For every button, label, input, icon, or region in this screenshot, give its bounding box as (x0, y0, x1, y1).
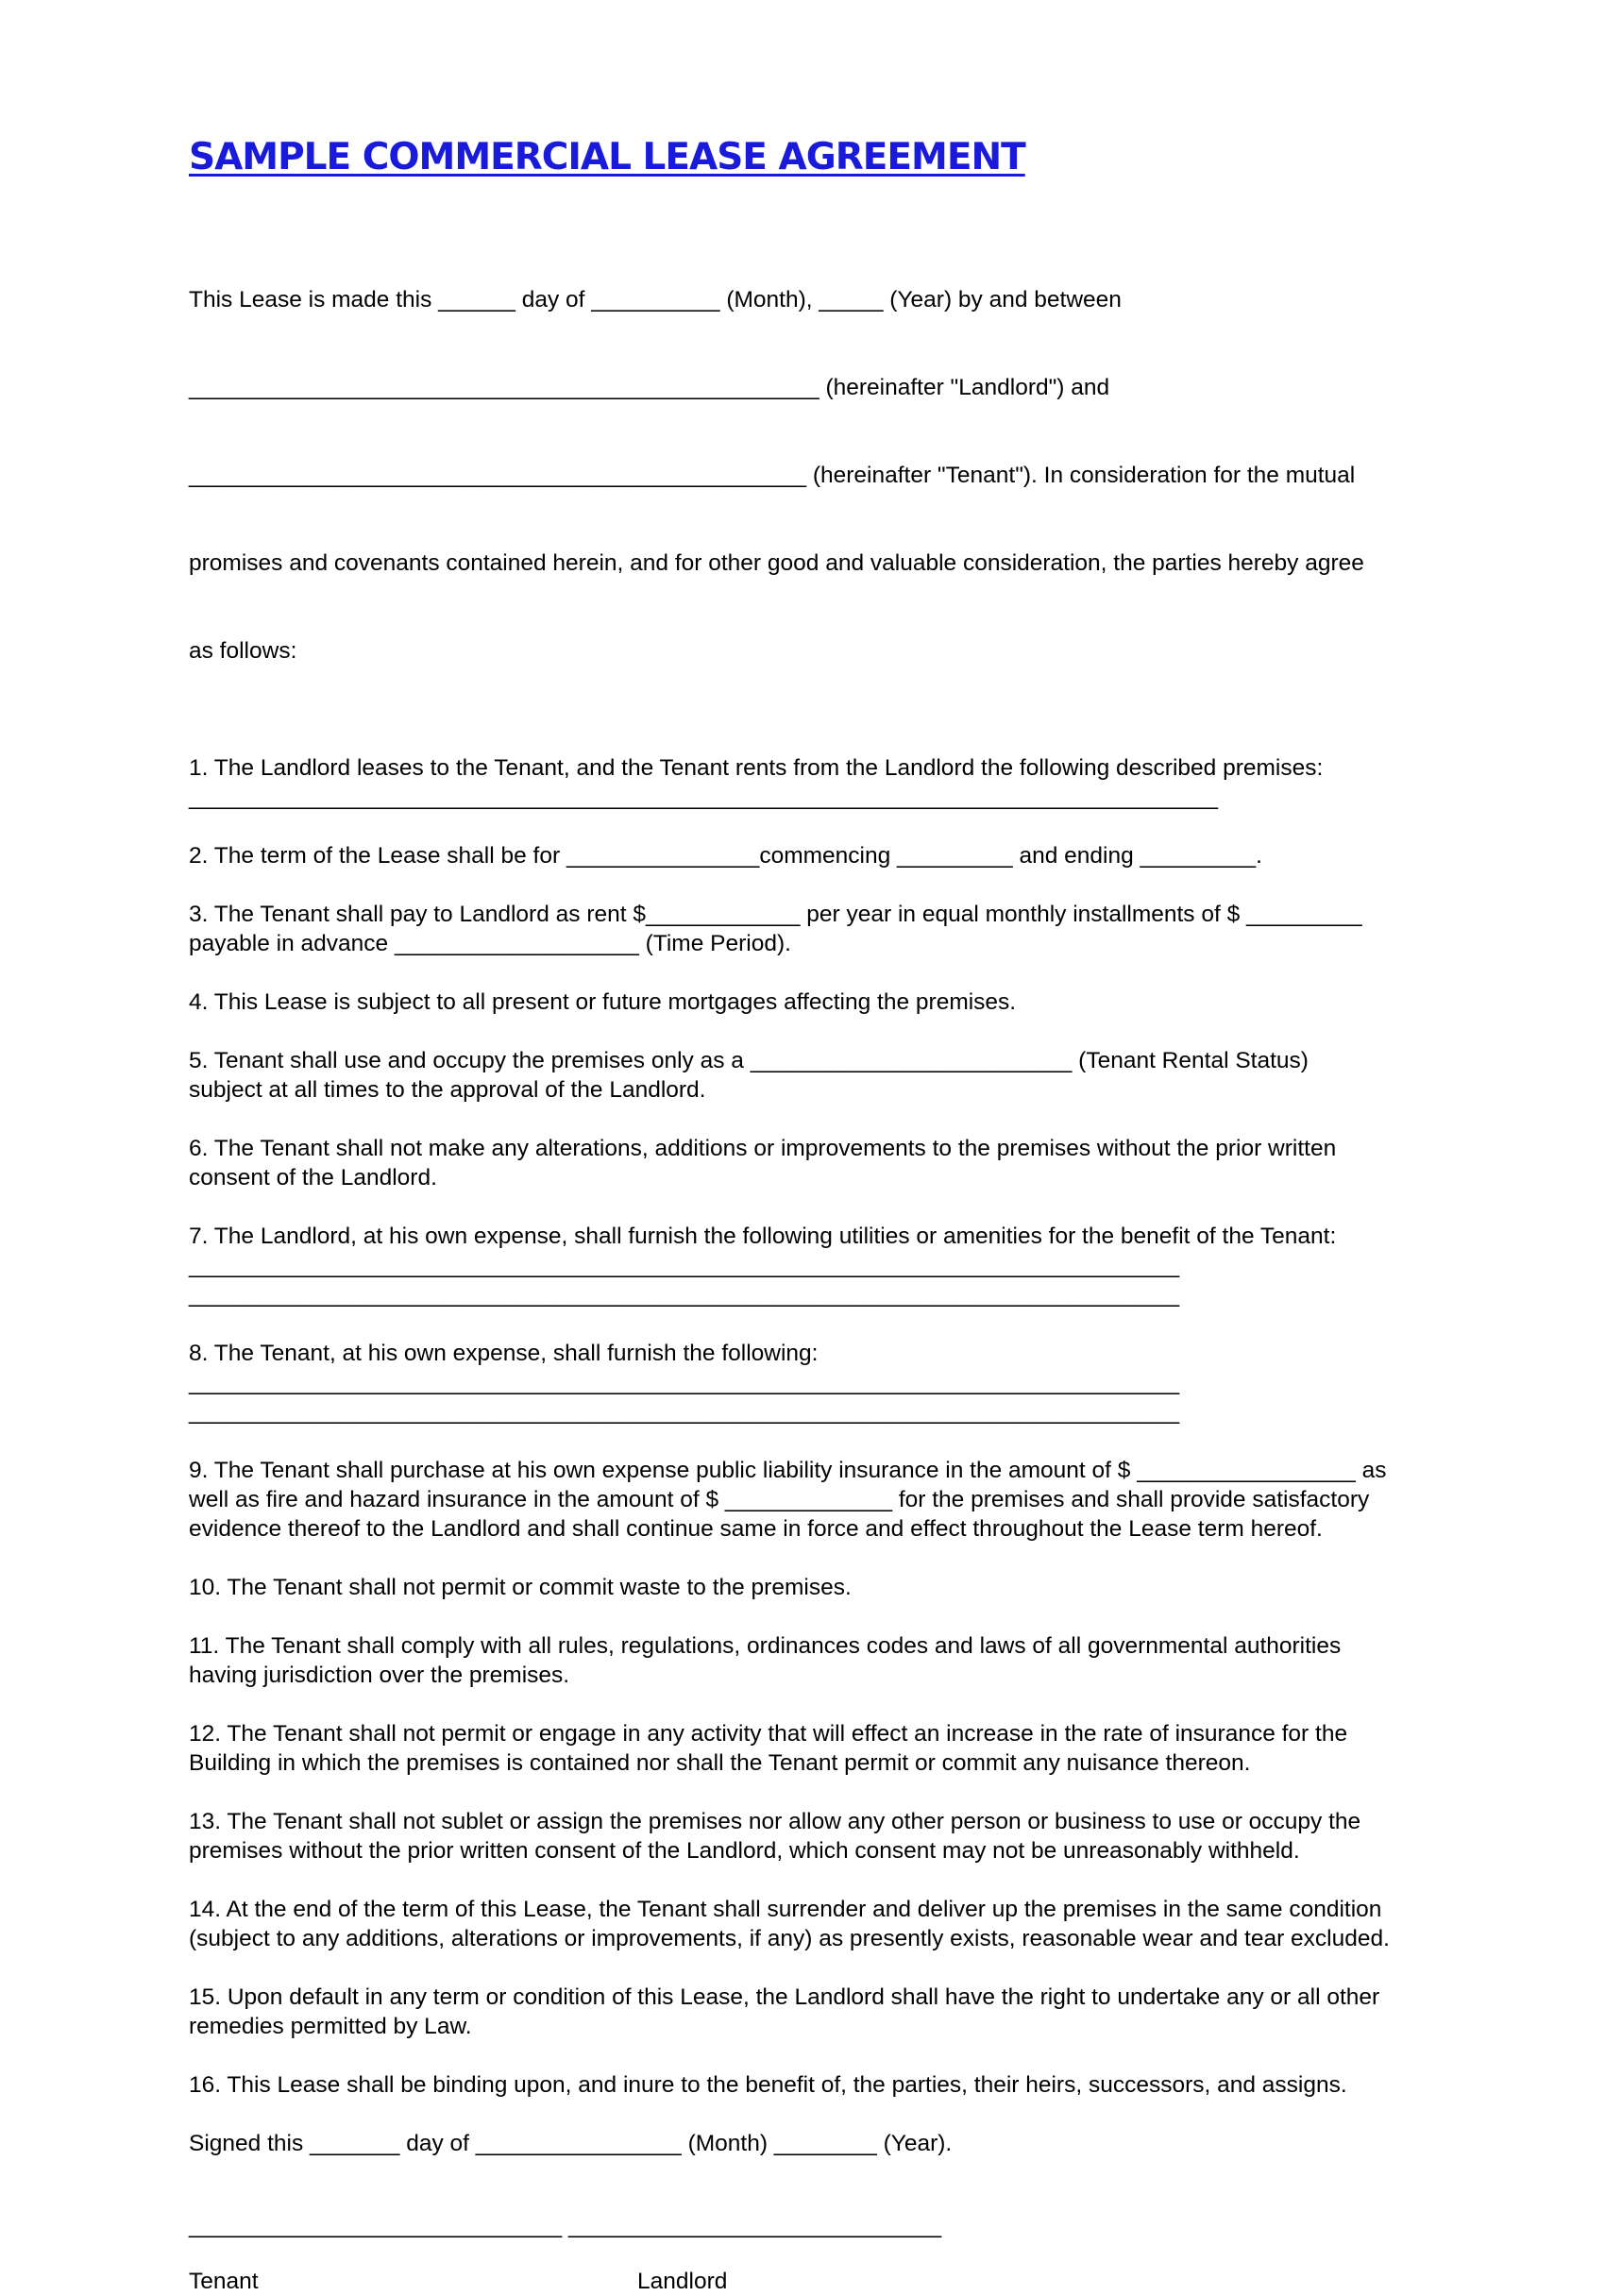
clause-line: payable in advance ___________________ (Time Period). (189, 931, 791, 956)
clause-line: 4. This Lease is subject to all present or future mortgages affecting the premises. (189, 989, 1017, 1015)
clause-line: having jurisdiction over the premises. (189, 1663, 570, 1688)
signature-labels (189, 2267, 1426, 2296)
clause-line: 9. The Tenant shall purchase at his own expense public liability insurance in the amount of $ _________________ as (189, 1458, 1387, 1483)
clause-line: _____________________________________________________________________________ (189, 1399, 1180, 1425)
clause-line: ________________________________________________________________________________ (189, 785, 1219, 810)
clause-line: Building in which the premises is contained nor shall the Tenant permit or commit any nuisance thereon. (189, 1750, 1251, 1776)
clause-line: premises without the prior written consent of the Landlord, which consent may not be unreasonably withheld. (189, 1838, 1300, 1864)
intro-paragraph (189, 227, 1426, 724)
clause-13 (189, 1807, 1426, 1866)
clause-line: 14. At the end of the term of this Lease, the Tenant shall surrender and deliver up the premises in the same condition (189, 1897, 1382, 1922)
clause-11 (189, 1631, 1426, 1690)
lease-document (189, 132, 1426, 2296)
clause-line: consent of the Landlord. (189, 1165, 437, 1190)
clause-6 (189, 1134, 1426, 1192)
clause-line: _____________________________________________________________________________ (189, 1282, 1180, 1308)
clauses-list (189, 753, 1426, 2100)
clause-line: evidence thereof to the Landlord and shall continue same in force and effect throughout the Lease term hereof. (189, 1516, 1323, 1542)
clause-line: 3. The Tenant shall pay to Landlord as rent $____________ per year in equal monthly installments of $ _________ (189, 902, 1362, 927)
clause-10 (189, 1573, 1426, 1602)
landlord-signature-label: Landlord (637, 2269, 728, 2294)
tenant-signature-label: Tenant (189, 2269, 259, 2294)
clause-line: 13. The Tenant shall not sublet or assign the premises nor allow any other person or business to use or occupy the (189, 1809, 1361, 1834)
clause-line: 10. The Tenant shall not permit or commit waste to the premises. (189, 1575, 852, 1600)
clause-12 (189, 1719, 1426, 1778)
clause-2 (189, 841, 1426, 870)
clause-line: 5. Tenant shall use and occupy the premises only as a _________________________ (Tenant Rental Status) (189, 1048, 1309, 1073)
clause-line: (subject to any additions, alterations or improvements, if any) as presently exists, reasonable wear and tear excluded. (189, 1926, 1390, 1951)
clause-3 (189, 900, 1426, 958)
clause-16 (189, 2070, 1426, 2100)
clause-line: 16. This Lease shall be binding upon, and inure to the benefit of, the parties, their heirs, successors, and assigns. (189, 2072, 1347, 2098)
intro-line: This Lease is made this ______ day of __________ (Month), _____ (Year) by and between (189, 287, 1122, 312)
clause-line: 2. The term of the Lease shall be for _______________commencing _________ and ending _________. (189, 843, 1262, 869)
clause-line: remedies permitted by Law. (189, 2014, 472, 2039)
clause-14 (189, 1895, 1426, 1953)
clause-15 (189, 1983, 1426, 2041)
signed-date-line: Signed this _______ day of ________________ (Month) ________ (Year). (189, 2131, 953, 2156)
clause-line: subject at all times to the approval of the Landlord. (189, 1077, 706, 1103)
clause-line: 11. The Tenant shall comply with all rules, regulations, ordinances codes and laws of all governmental authorities (189, 1633, 1342, 1659)
page-title: SAMPLE COMMERCIAL LEASE AGREEMENT (189, 136, 1025, 178)
clause-line: _____________________________________________________________________________ (189, 1370, 1180, 1395)
intro-line: promises and covenants contained herein, and for other good and valuable consideration, the parties hereby agree (189, 550, 1364, 576)
clause-7 (189, 1222, 1426, 1309)
clause-8 (189, 1339, 1426, 1427)
clause-line: 8. The Tenant, at his own expense, shall furnish the following: (189, 1341, 819, 1366)
intro-line: _________________________________________________ (hereinafter "Landlord") and (189, 375, 1110, 400)
clause-4 (189, 988, 1426, 1017)
clause-line: _____________________________________________________________________________ (189, 1253, 1180, 1278)
clause-line: 6. The Tenant shall not make any alterations, additions or improvements to the premises without the prior written (189, 1136, 1337, 1161)
clause-line: well as fire and hazard insurance in the amount of $ _____________ for the premises and shall provide satisfactory (189, 1487, 1370, 1512)
clause-line: 15. Upon default in any term or condition of this Lease, the Landlord shall have the right to undertake any or all other (189, 1984, 1380, 2010)
intro-line: as follows: (189, 638, 297, 664)
clause-line: 12. The Tenant shall not permit or engage in any activity that will effect an increase in the rate of insurance for the (189, 1721, 1348, 1747)
signature-lines: _____________________________ _____________________________ (189, 2213, 942, 2238)
clause-line: 7. The Landlord, at his own expense, shall furnish the following utilities or amenities for the benefit of the Tenant: (189, 1224, 1337, 1249)
clause-5 (189, 1046, 1426, 1105)
clause-line: 1. The Landlord leases to the Tenant, and the Tenant rents from the Landlord the following described premises: (189, 755, 1324, 781)
intro-line: ________________________________________________ (hereinafter "Tenant"). In consideration for the mutual (189, 463, 1356, 488)
clause-9 (189, 1456, 1426, 1544)
clause-1 (189, 753, 1426, 812)
